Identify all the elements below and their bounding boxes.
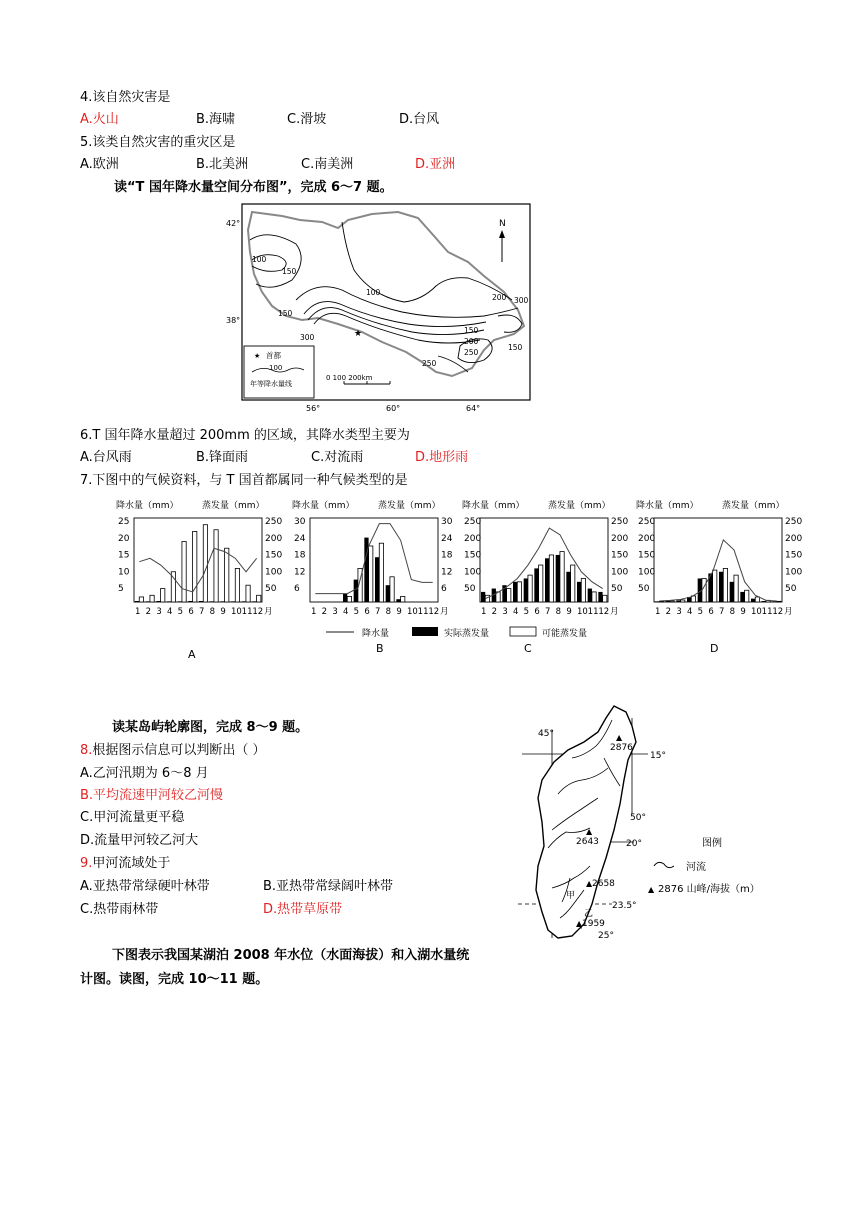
potential-evap-bar <box>571 565 575 602</box>
potential-evap-bar <box>379 543 383 602</box>
actual-evap-bar <box>598 592 602 602</box>
actual-evap-bar <box>156 601 160 602</box>
right-tick-label: 150 <box>265 550 283 561</box>
left-tick-label: 18 <box>294 550 306 561</box>
month-tick-label: 10 <box>231 607 242 617</box>
capital-star-icon: ★ <box>354 329 363 339</box>
q6-option-b: B.锋面雨 <box>196 450 249 465</box>
actual-evap-bar <box>386 585 390 602</box>
month-tick-label: 5 <box>523 607 530 617</box>
scale-label: 0 100 200km <box>326 374 373 382</box>
legend-peak-label: 2876 山峰/海拔（m） <box>658 884 760 895</box>
q9-option-a: A.亚热带常绿硬叶林带 <box>80 879 210 894</box>
actual-evap-bar <box>481 592 485 602</box>
month-tick-label: 11 <box>761 607 773 617</box>
right-tick-label: 50 <box>785 584 797 595</box>
potential-evap-bar <box>257 595 261 602</box>
left-tick-label: 200 <box>638 533 656 544</box>
month-tick-label: 9 <box>220 607 226 617</box>
month-tick-label: 3 <box>156 607 162 617</box>
month-tick-label: 7 <box>199 607 205 617</box>
right-tick-label: 50 <box>611 584 623 595</box>
month-tick-label: 1 <box>311 607 317 617</box>
actual-evap-bar <box>751 599 755 602</box>
q8-option-c: C.甲河流量更平稳 <box>80 810 185 825</box>
month-tick-label: 12 <box>428 607 440 617</box>
month-tick-label: 6 <box>534 607 540 617</box>
river-yi-label: 乙 <box>584 909 594 919</box>
q5-option-c: C.南美洲 <box>301 157 354 172</box>
month-tick-label: 1 <box>481 607 487 617</box>
month-unit-label: 月 <box>440 607 449 617</box>
actual-evap-bar <box>135 601 139 602</box>
precip-line <box>315 524 432 594</box>
actual-evap-bar <box>231 601 235 602</box>
legend-title: 图例 <box>702 838 722 849</box>
month-tick-label: 2 <box>321 607 328 617</box>
isohyet-label: 300 <box>514 296 529 305</box>
north-label: N <box>499 219 506 229</box>
actual-evap-bar <box>566 572 570 602</box>
month-tick-label: 12 <box>252 607 264 617</box>
isohyet-label: 150 <box>464 326 479 335</box>
left-tick-label: 12 <box>294 567 306 578</box>
month-tick-label: 9 <box>566 607 572 617</box>
actual-evap-bar <box>178 601 182 602</box>
precip-line <box>659 540 776 601</box>
lon-label-56: 56° <box>306 404 321 413</box>
right-tick-label: 150 <box>611 550 629 561</box>
actual-evap-bar <box>146 601 150 602</box>
lat-15-label: 15° <box>650 751 666 761</box>
potential-evap-bar <box>150 595 154 602</box>
actual-evap-bar <box>210 601 214 602</box>
month-tick-label: 4 <box>167 607 173 617</box>
month-tick-label: 6 <box>364 607 370 617</box>
potential-evap-bar <box>539 565 543 602</box>
right-tick-label: 12 <box>441 567 453 578</box>
month-tick-label: 11 <box>241 607 253 617</box>
q8-text: 根据图示信息可以判断出（ ） <box>92 743 266 758</box>
right-tick-label: 18 <box>441 550 453 561</box>
right-axis-title: 蒸发量（mm） <box>378 501 441 511</box>
actual-evap-bar <box>354 580 358 602</box>
right-tick-label: 100 <box>611 567 629 578</box>
q9-text: 甲河流域处于 <box>92 856 171 871</box>
right-tick-label: 6 <box>441 584 447 595</box>
lat-20-label: 20° <box>626 839 642 849</box>
river-jia-label: 甲 <box>566 891 576 901</box>
q9-number: 9. <box>80 856 93 871</box>
month-tick-label: 11 <box>417 607 429 617</box>
isohyet-label: 100 <box>252 255 267 264</box>
panel-label-b: B <box>376 642 384 655</box>
potential-evap-bar <box>401 596 405 602</box>
potential-evap-bar <box>246 585 250 602</box>
island-map <box>512 698 812 948</box>
month-tick-label: 2 <box>665 607 672 617</box>
right-tick-label: 100 <box>265 567 283 578</box>
actual-evap-bar <box>556 555 560 602</box>
peak-icon: ▲ <box>586 879 593 888</box>
actual-evap-bar <box>666 601 670 602</box>
right-tick-label: 250 <box>611 517 629 527</box>
month-tick-label: 3 <box>502 607 508 617</box>
peak-icon: ▲ <box>586 827 593 836</box>
potential-evap-bar <box>161 589 165 602</box>
isohyet-label: 150 <box>278 309 293 318</box>
peak-1959-label: 1959 <box>582 919 605 929</box>
intro-6-7: 读“T 国年降水量空间分布图”，完成 6～7 题。 <box>114 180 393 195</box>
q6-option-c: C.对流雨 <box>311 450 364 465</box>
legend-potential-label: 可能蒸发量 <box>542 629 588 639</box>
potential-evap-bar <box>755 597 759 602</box>
isohyet-label: 150 <box>282 267 297 276</box>
panel-label-d: D <box>710 642 719 655</box>
panel-label-c: C <box>524 642 532 655</box>
left-tick-label: 50 <box>464 584 476 595</box>
lon-label-60: 60° <box>386 404 401 413</box>
left-tick-label: 20 <box>118 533 130 544</box>
panel-label-a: A <box>188 648 196 661</box>
precipitation-map <box>222 200 540 412</box>
actual-evap-bar <box>375 557 379 602</box>
climate-charts <box>112 494 803 662</box>
potential-evap-bar <box>713 570 717 602</box>
left-tick-label: 50 <box>638 584 650 595</box>
peak-legend-icon: ▲ <box>648 885 655 894</box>
month-tick-label: 7 <box>545 607 551 617</box>
legend-line-value: 100 <box>269 364 283 372</box>
peak-2658-label: 2658 <box>592 879 615 889</box>
actual-evap-bar <box>167 601 171 602</box>
left-tick-label: 15 <box>118 550 130 561</box>
potential-evap-bar <box>581 578 585 602</box>
potential-evap-bar <box>777 601 781 602</box>
month-tick-label: 1 <box>135 607 141 617</box>
peak-icon: ▲ <box>576 919 583 928</box>
isohyet-label: 200 <box>492 293 507 302</box>
left-tick-label: 24 <box>294 533 306 544</box>
right-tick-label: 200 <box>785 533 803 544</box>
legend-river-label: 河流 <box>686 862 706 873</box>
right-tick-label: 200 <box>611 533 629 544</box>
q9-option-d: D.热带草原带 <box>263 902 343 917</box>
isohyet-label: 100 <box>366 288 381 297</box>
q8-option-a: A.乙河汛期为 6～8 月 <box>80 766 209 781</box>
month-unit-label: 月 <box>610 607 619 617</box>
potential-evap-bar <box>745 590 749 602</box>
right-tick-label: 24 <box>441 533 453 544</box>
plot-frame <box>654 518 782 602</box>
legend-precip-label: 降水量 <box>362 629 390 639</box>
question-9-stem <box>80 852 170 871</box>
intro-10-11-line1: 下图表示我国某湖泊 2008 年水位（水面海拔）和入湖水量统 <box>112 948 470 963</box>
actual-evap-bar <box>545 558 549 602</box>
legend-actual-swatch <box>412 627 438 636</box>
potential-evap-bar <box>592 592 596 602</box>
potential-evap-bar <box>734 575 738 602</box>
month-tick-label: 4 <box>343 607 349 617</box>
q5-option-a: A.欧洲 <box>80 157 119 172</box>
month-tick-label: 3 <box>332 607 338 617</box>
potential-evap-bar <box>347 596 351 602</box>
left-tick-label: 200 <box>464 533 482 544</box>
month-tick-label: 6 <box>708 607 714 617</box>
month-tick-label: 1 <box>655 607 661 617</box>
lat-label-42: 42° <box>226 219 241 228</box>
right-tick-label: 200 <box>265 533 283 544</box>
actual-evap-bar <box>220 601 224 602</box>
actual-evap-bar <box>740 592 744 602</box>
potential-evap-bar <box>507 589 511 602</box>
potential-evap-bar <box>390 577 394 602</box>
river-legend-icon <box>654 862 674 867</box>
legend-capital-label: 首都 <box>266 351 281 360</box>
lat-25-label: 25° <box>598 931 614 941</box>
left-tick-label: 250 <box>464 517 482 527</box>
month-tick-label: 11 <box>587 607 599 617</box>
q6-option-a: A.台风雨 <box>80 450 132 465</box>
actual-evap-bar <box>730 582 734 602</box>
month-tick-label: 12 <box>598 607 610 617</box>
actual-evap-bar <box>577 582 581 602</box>
actual-evap-bar <box>513 582 517 602</box>
peak-icon: ▲ <box>616 733 623 742</box>
left-axis-title: 降水量（mm） <box>292 501 355 511</box>
potential-evap-bar <box>528 575 532 602</box>
month-tick-label: 7 <box>719 607 725 617</box>
actual-evap-bar <box>588 589 592 602</box>
left-tick-label: 10 <box>118 567 130 578</box>
actual-evap-bar <box>343 594 347 602</box>
potential-evap-bar <box>517 582 521 602</box>
left-axis-title: 降水量（mm） <box>462 501 525 511</box>
actual-evap-bar <box>396 599 400 602</box>
month-unit-label: 月 <box>264 607 273 617</box>
q4-option-a: A.火山 <box>80 112 119 127</box>
legend-actual-label: 实际蒸发量 <box>444 629 490 639</box>
q4-option-c: C.滑坡 <box>287 112 327 127</box>
plot-frame <box>310 518 438 602</box>
left-tick-label: 250 <box>638 517 656 527</box>
q8-number: 8. <box>80 743 93 758</box>
isohyet-label: 250 <box>464 348 479 357</box>
potential-evap-bar <box>681 600 685 602</box>
month-tick-label: 10 <box>751 607 762 617</box>
month-tick-label: 9 <box>740 607 746 617</box>
q8-option-d: D.流量甲河较乙河大 <box>80 833 199 848</box>
potential-evap-bar <box>214 530 218 602</box>
actual-evap-bar <box>676 600 680 602</box>
actual-evap-bar <box>719 572 723 602</box>
intro-8-9: 读某岛屿轮廓图，完成 8～9 题。 <box>112 720 309 735</box>
q8-option-b: B.平均流速甲河较乙河慢 <box>80 788 224 803</box>
isohyet-label: 250 <box>422 359 437 368</box>
potential-evap-bar <box>670 601 674 602</box>
month-tick-label: 5 <box>353 607 360 617</box>
q5-option-d: D.亚洲 <box>415 157 456 172</box>
peak-2876-label: 2876 <box>610 743 633 753</box>
legend-isohyet-label: 年等降水量线 <box>250 380 292 388</box>
left-tick-label: 100 <box>464 567 482 578</box>
potential-evap-bar <box>369 546 373 602</box>
actual-evap-bar <box>252 601 256 602</box>
month-tick-label: 12 <box>772 607 784 617</box>
month-tick-label: 2 <box>491 607 498 617</box>
month-tick-label: 3 <box>676 607 682 617</box>
month-tick-label: 10 <box>577 607 588 617</box>
lon-label-64: 64° <box>466 404 481 413</box>
month-tick-label: 8 <box>555 607 562 617</box>
potential-evap-bar <box>139 597 143 602</box>
month-unit-label: 月 <box>784 607 793 617</box>
left-tick-label: 30 <box>294 517 306 527</box>
right-axis-title: 蒸发量（mm） <box>548 501 611 511</box>
month-tick-label: 7 <box>375 607 381 617</box>
month-tick-label: 6 <box>188 607 194 617</box>
intro-10-11-line2: 计图。读图，完成 10～11 题。 <box>80 972 269 987</box>
tropic-label: 23.5° <box>612 901 637 911</box>
q9-option-b: B.亚热带常绿阔叶林带 <box>263 879 394 894</box>
right-axis-title: 蒸发量（mm） <box>722 501 785 511</box>
month-tick-label: 8 <box>729 607 736 617</box>
month-tick-label: 4 <box>513 607 519 617</box>
q4-option-b: B.海啸 <box>196 112 236 127</box>
question-7-stem: 7.下图中的气候资料，与 T 国首都属同一种气候类型的是 <box>80 473 408 488</box>
question-5-stem: 5.该类自然灾害的重灾区是 <box>80 135 236 150</box>
left-tick-label: 100 <box>638 567 656 578</box>
potential-evap-bar <box>235 568 239 602</box>
month-tick-label: 9 <box>396 607 402 617</box>
month-tick-label: 2 <box>145 607 152 617</box>
q6-option-d: D.地形雨 <box>415 450 469 465</box>
q9-option-c: C.热带雨林带 <box>80 902 159 917</box>
actual-evap-bar <box>188 601 192 602</box>
actual-evap-bar <box>534 568 538 602</box>
right-tick-label: 250 <box>785 517 803 527</box>
actual-evap-bar <box>199 601 203 602</box>
right-tick-label: 50 <box>265 584 277 595</box>
q4-option-d: D.台风 <box>399 112 440 127</box>
left-axis-title: 降水量（mm） <box>116 501 179 511</box>
right-tick-label: 250 <box>265 517 283 527</box>
right-tick-label: 100 <box>785 567 803 578</box>
left-tick-label: 5 <box>118 584 124 595</box>
actual-evap-bar <box>762 601 766 602</box>
left-tick-label: 150 <box>638 550 656 561</box>
month-tick-label: 8 <box>209 607 216 617</box>
peak-2643-label: 2643 <box>576 837 599 847</box>
potential-evap-bar <box>549 555 553 602</box>
right-tick-label: 150 <box>785 550 803 561</box>
potential-evap-bar <box>723 568 727 602</box>
potential-evap-bar <box>182 542 186 602</box>
legend-potential-swatch <box>510 627 536 636</box>
potential-evap-bar <box>603 595 607 602</box>
left-tick-label: 6 <box>294 584 300 595</box>
month-tick-label: 5 <box>697 607 704 617</box>
lat-label-38: 38° <box>226 316 241 325</box>
q5-option-b: B.北美洲 <box>196 157 249 172</box>
lon-45-label: 45° <box>538 729 554 739</box>
question-8-stem <box>80 739 266 758</box>
left-tick-label: 150 <box>464 550 482 561</box>
month-tick-label: 8 <box>385 607 392 617</box>
left-axis-title: 降水量（mm） <box>636 501 699 511</box>
month-tick-label: 5 <box>177 607 184 617</box>
right-axis-title: 蒸发量（mm） <box>202 501 265 511</box>
isohyet-label: 200 <box>464 337 479 346</box>
capital-star-icon: ★ <box>254 352 261 360</box>
month-tick-label: 4 <box>687 607 693 617</box>
actual-evap-bar <box>655 601 659 602</box>
potential-evap-bar <box>203 525 207 602</box>
actual-evap-bar <box>524 578 528 602</box>
isohyet-label: 150 <box>508 343 523 352</box>
right-tick-label: 30 <box>441 517 453 527</box>
left-tick-label: 25 <box>118 517 130 527</box>
potential-evap-bar <box>560 552 564 602</box>
month-tick-label: 10 <box>407 607 418 617</box>
actual-evap-bar <box>242 601 246 602</box>
question-4-stem: 4.该自然灾害是 <box>80 90 171 105</box>
potential-evap-bar <box>225 548 229 602</box>
question-6-stem: 6.T 国年降水量超过 200mm 的区域，其降水类型主要为 <box>80 428 410 443</box>
lon-50-label: 50° <box>630 813 646 823</box>
isohyet-label: 300 <box>300 333 315 342</box>
